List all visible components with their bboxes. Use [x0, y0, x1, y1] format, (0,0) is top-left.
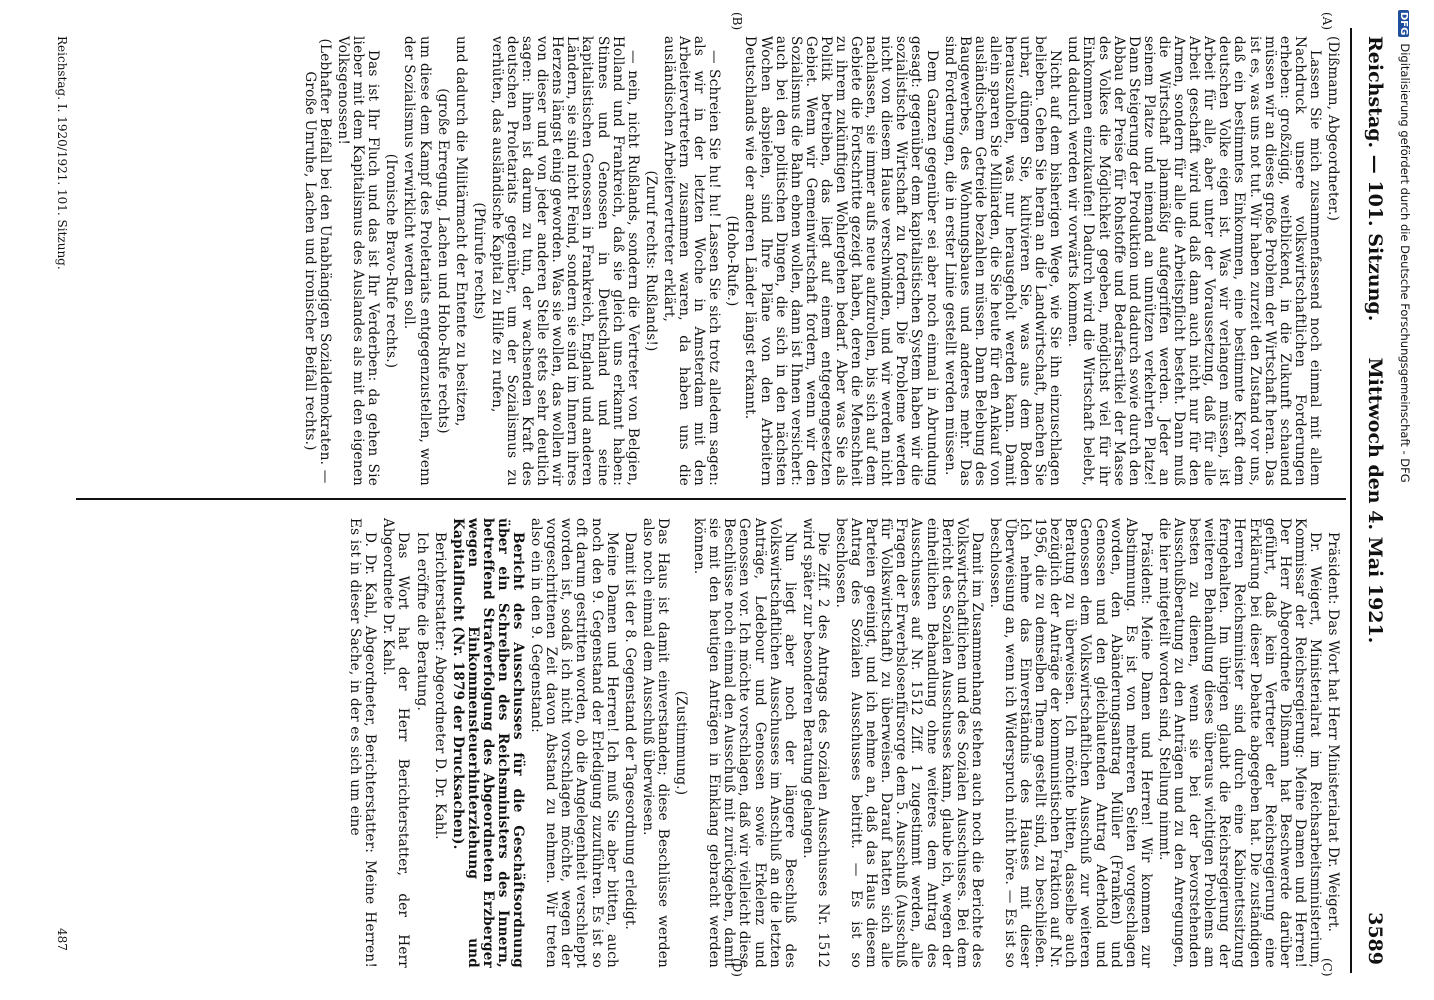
paragraph: — Schreien Sie hu! hu! Lassen Sie sich trotz alledem sagen: als wir in der letzten Woche in Amsterdam mit den Arbeitervertretern zusammen waren, da haben uns die ausländischen Arbeitervertreter erklärt,: [660, 36, 723, 486]
paragraph: Lassen Sie mich zusammenfassend noch einmal mit allem Nachdruck unsere volkswirtschaftlichen Forderungen erheben: großzügig, weitblickend, in die Zukunft schauend müssen wir an dieses große Problem der Wirtschaft heran. Das ist es, was uns not tut. Wir haben zurzeit den Zustand vor uns, daß ein bestimmtes Einkommen, eine bestimmte Kraft dem deutschen Volke eigen ist. Was wir verlangen müssen, ist Arbeit für alle, aber unter der Voraussetzung, daß für alle Arbeit geschafft wird und daß dann auch nicht nur für den Armen, sondern für alle die Arbeitspflicht besteht. Dann muß die Wirtschaft planmäßig aufgegriffen werden. Jeder an seinem Platze und niemand an unnützen verkehrten Platze! Dann Steigerung der Produktion und dadurch sowie durch den Abbau der Preise für Rohstoffe und Bedarfsartikel der Masse des Volkes die Möglichkeit gegeben, möglichst viel für ihr Einkommen einzukaufen! Dadurch wird die Wirtschaft belebt, und dadurch werden wir vorwärts kommen.: [1065, 36, 1323, 486]
paragraph: Nicht auf dem bisherigen Wege, wie Sie ihn einzuschlagen belieben. Gehen Sie heran an die Landwirtschaft, machen Sie urbar, düngen Sie, kultivieren Sie, was aus dem Boden herauszuholen, was nur herausgeholt werden kann. Damit allein sparen Sie Milliarden, die Sie heute für den Ankauf von ausländischem Getreide bezahlen müssen. Dann Belebung des Baugewerbes, des Wohnungsbaues und anderes mehr. Das sind Forderungen, die in erster Linie gestellt werden müssen.: [941, 36, 1064, 486]
agenda-item-title: Bericht des Ausschusses für die Geschäftsordnung über ein Schreiben des Reichsministers des Innern, betreffend Strafverfolgung des Abgeordneten Erzberger wegen Einkommensteuerhinterziehung und Kapitalflucht (Nr. 1879 der Drucksachen).: [449, 518, 527, 968]
paragraph: Das Haus ist damit einverstanden; diese Beschlüsse werden also noch einmal dem Ausschuß überwiesen.: [639, 518, 671, 968]
header-date: Mittwoch den 4. Mai 1921.: [1364, 357, 1386, 644]
right-column: [344, 518, 1340, 968]
interjection: (Hoho-Rufe.): [724, 215, 741, 307]
paragraph: Damit im Zusammenhang stehen auch noch die Berichte des Volkswirtschaftlichen und des Sozialen Ausschusses. Bei dem Bericht des Sozialen Ausschusses kann, glaube ich, wegen der einheitlichen Behandlung ohne weiteres dem Antrag des Ausschusses auf Nr. 1512 Ziff. 1 zugestimmt werden, alle Fragen der Erwerbslosenfürsorge dem 5. Ausschuß (Ausschuß für Volkswirtschaft) zu überweisen. Darauf hatten sich alle Parteien geeinigt, und ich nehme an, daß das Haus diesem Antrag des Sozialen Ausschusses beitritt. — Es ist so beschlossen.: [833, 518, 985, 968]
margin-marker-a: (A): [1320, 12, 1334, 31]
header-left: Reichstag. — 101. Sitzung.: [1364, 36, 1386, 322]
paragraph: Das ist Ihr Fluch und das ist Ihr Verderben: da gehen Sie lieber mit dem Kapitalismus des Auslandes als mit den eigenen Volksgenossen!: [335, 36, 382, 486]
paragraph: Ich eröffne die Beratung.: [413, 532, 430, 712]
paragraph: D. Dr. Kahl, Abgeordneter, Berichterstatter: Meine Herren! Es ist in dieser Sache, in der es sich um eine: [347, 518, 379, 968]
paragraph: Präsident: Das Wort hat Herr Ministerialrat Dr. Weigert.: [1325, 532, 1341, 933]
digitization-text: Digitalisierung gefördert durch die Deutsche Forschungsgemeinschaft - DFG: [1398, 43, 1412, 483]
digitization-note: [1392, 10, 1412, 990]
paragraph: Damit ist der 8. Gegenstand der Tagesordnung erledigt.: [621, 532, 638, 931]
column-separator: [76, 498, 1346, 500]
margin-marker-b: (B): [730, 12, 744, 31]
paragraph: Die Ziff. 2 des Antrags des Sozialen Ausschusses Nr. 1512 wird später zur besonderen Beratung gelangen.: [799, 518, 831, 968]
interjection: (Ironische Bravo-Rufe rechts.): [383, 153, 400, 369]
page-header: [1354, 8, 1394, 993]
paragraph: Berichterstatter: Abgeordneter D. Dr. Kahl.: [431, 532, 448, 840]
margin-marker-c: (C): [1320, 958, 1334, 977]
header-page-number: 3589: [1364, 912, 1386, 965]
left-column: [299, 36, 1340, 486]
interjection: (Lebhafter Beifall bei den Unabhängigen Sozialdemokraten. — Große Unruhe, Lachen und ironischer Beifall rechts.): [301, 38, 333, 484]
dfg-logo: DFG: [1398, 12, 1409, 36]
rotated-page: [54, 8, 1394, 993]
page-footer: Reichstag. I. 1920/1921. 101. Sitzung.: [55, 36, 69, 270]
paragraph: (Dißmann, Abgeordneter.): [1325, 36, 1341, 222]
interjection: (Zustimmung.): [673, 690, 690, 796]
paragraph: Das Wort hat der Herr Berichterstatter, der Herr Abgeordnete Dr. Kahl.: [380, 518, 412, 968]
paragraph: Präsident: Meine Damen und Herren! Wir kommen zur Abstimmung. Es ist von mehreren Seiten vorgeschlagen worden, den Abänderungsantrag Müller (Franken) und Genossen und den gleichlautenden Antrag Aderhold und Genossen dem Volkswirtschaftlichen Ausschuß zur weiteren Beratung zu überweisen. Ich möchte bitten, dasselbe auch bezüglich der Anträge der kommunistischen Fraktion auf Nr. 1956, die zu demselben Thema gestellt sind, zu beschließen. Ich nehme das Einverständnis des Hauses mit dieser Überweisung an, wenn ich Widerspruch nicht höre. — Es ist so beschlossen.: [986, 518, 1154, 968]
interjection: (Pfuirufe rechts): [470, 202, 487, 320]
paragraph: Meine Damen und Herren! Ich muß Sie aber bitten, auch noch den 9. Gegenstand der Erledigung zuzuführen. Es ist so oft darum gestritten worden, ob die Angelegenheit verschleppt worden ist, sodaß ich nicht vorschlagen möchte, wegen der vorgeschrittenen Zeit davon Abstand zu nehmen. Wir treten also ein in den 9. Gegenstand:: [528, 518, 620, 968]
footer-page-number: 487: [55, 928, 69, 951]
interjection: (große Erregung, Lachen und Hoho-Rufe rechts): [434, 88, 451, 434]
paragraph: Nun liegt aber noch der längere Beschluß des Volkswirtschaftlichen Ausschusses im Anschluß an die letzten Anträge, Ledebour und Genossen sowie Erkelenz und Genossen vor. Ich möchte vorschlagen, daß wir vielleicht diese Beschlüsse noch einmal den Ausschuß mit zurückgeben, damit sie mit den heutigen Anträgen in Einklang gebracht werden können.: [691, 518, 798, 968]
margin-marker-d: (D): [730, 958, 744, 977]
paragraph: und dadurch die Militärmacht der Entente zu besitzen,: [452, 36, 469, 427]
paragraph: — nein, nicht Rußlands, sondern die Vertreter von Belgien, Holland und Frankreich, daß sie gleich uns erkannt haben: Stinnes und Genossen in Deutschland und seine kapitalistischen Genossen in Frankreich, England und anderen Ländern, sie sind nicht Feind, sondern sie sind im Innern ihres Herzens längst einig geworden. Was sie wollen, das wollen wir von dieser und von jeder anderen Stelle stets sehr deutlich sagen: ihnen ist darum zu tun, der wachsenden Kraft des deutschen Proletariats gegenüber, um der Sozialismus zu verhüten, das ausländische Kapital zu Hilfe zu rufen,: [488, 36, 641, 486]
paragraph: um diese dem Kampf des Proletariats entgegenzustellen, wenn der Sozialismus verwirklicht werden soll.: [401, 36, 433, 486]
paragraph: Dr. Weigert, Ministerialrat im Reichsarbeitsministerium, Kommissar der Reichsregierung: Meine Damen und Herren! Der Herr Abgeordnete Dißmann hat Beschwerde darüber geführt, daß kein Vertreter der Reichsregierung eine Erklärung bei dieser Debatte abgegeben hat. Die zuständigen Herren Reichsminister sind durch eine Kabinettssitzung ferngehalten. Im übrigen glaubt die Reichsregierung der weiteren Behandlung dieses überaus wichtigen Problems am besten zu dienen, wenn sie bei der bevorstehenden Ausschußberatung zu den Anträgen und zu den Anregungen, die hier mitgeteilt worden sind, Stellung nimmt.: [1155, 518, 1323, 968]
header-rule: [1350, 28, 1352, 973]
paragraph: Dem Ganzen gegenüber sei aber noch einmal in Abrundung gesagt: gegenüber dem kapitalistischen System haben wir die sozialistische Wirtschaft zu fordern. Die Probleme werden nicht von diesem Hause verschwinden, und wir werden nicht nachlassen, sie immer aufs neue aufzurollen, bis sich auf dem Gebiete die Fortschritte gezeigt haben, deren die Menschheit zu ihrem zukünftigen Wohlergehen bedarf. Aber was Sie als Politik betreiben, das liegt auf einem entgegengesetzten Gebiet. Wenn wir Gemeinwirtschaft fordern, wenn wir den Sozialismus die Bahn ebnen wollen, dann ist Ihnen versichert: auch bei den politischen Dingen, die sich in den nächsten Wochen abspielen, sind Ihre Pläne von den Arbeitern Deutschlands wie der anderen Länder längst erkannt.: [742, 36, 940, 486]
interjection: (Zuruf rechts: Rußlands!): [642, 170, 659, 352]
